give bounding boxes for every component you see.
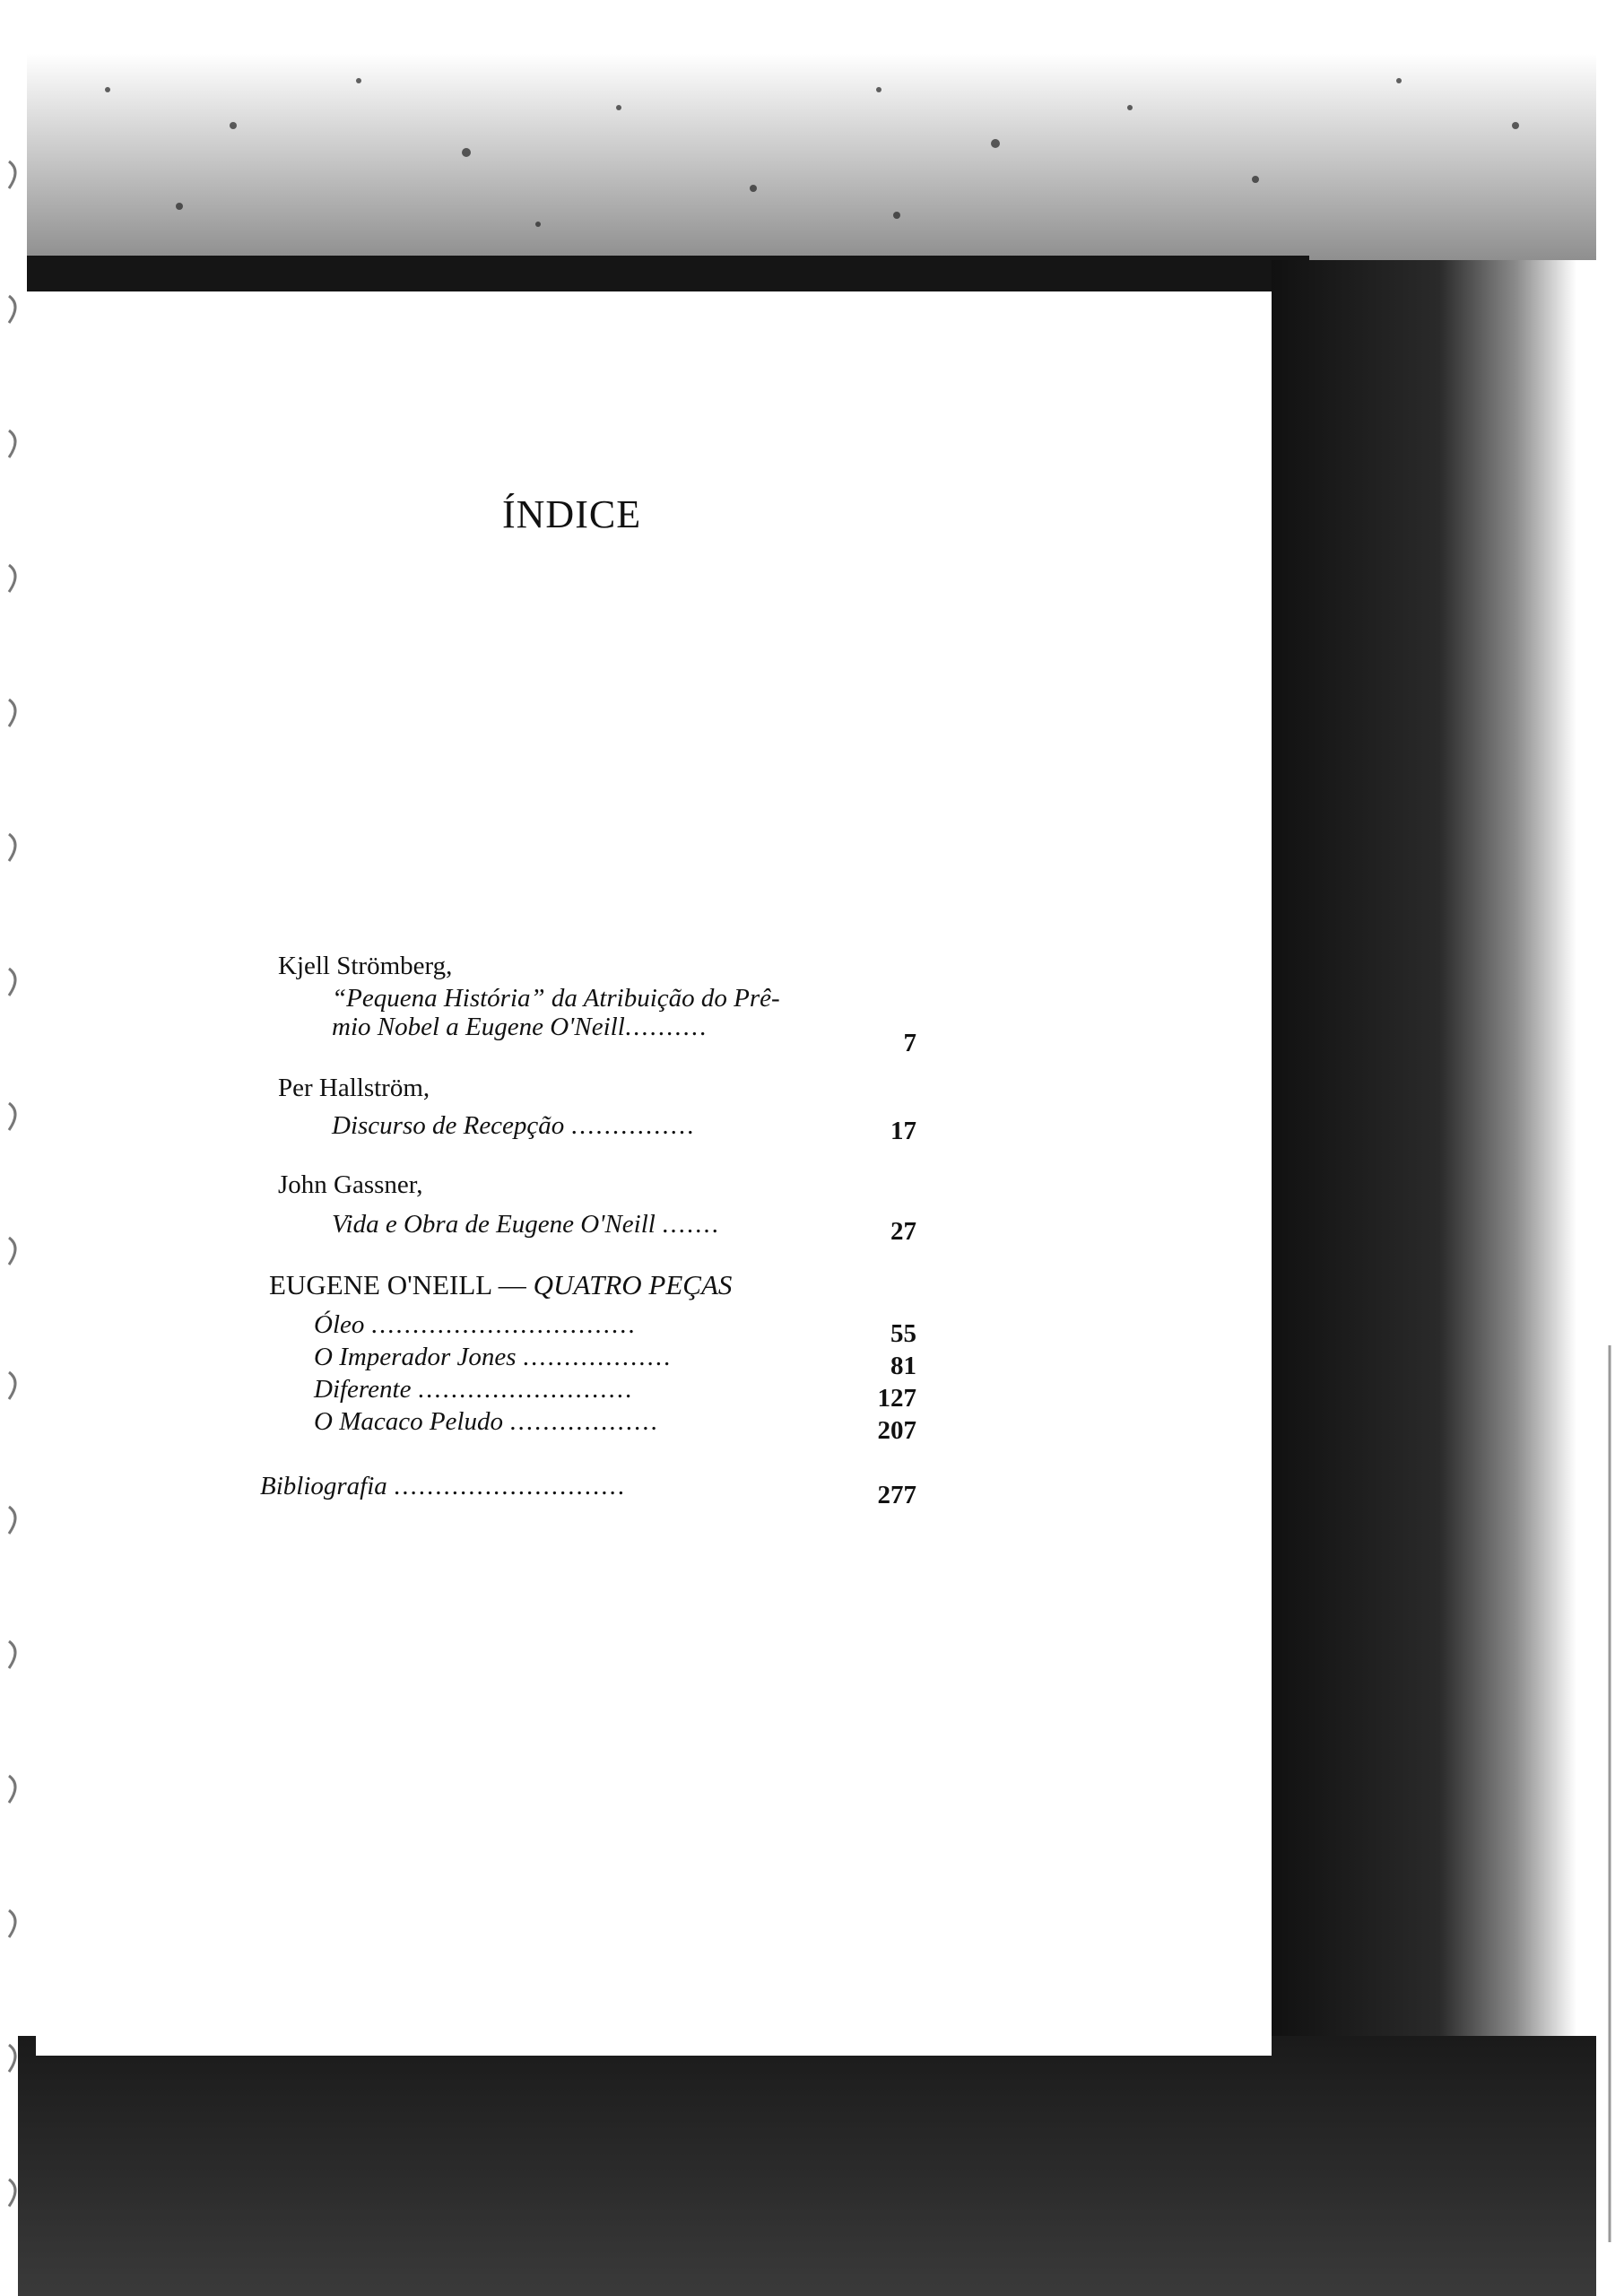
toc-leader: ............................ — [394, 1472, 627, 1500]
toc-work-title — [332, 1110, 870, 1141]
toc-author: Per Hallström, — [278, 1074, 430, 1102]
toc-play-title: Óleo — [314, 1310, 365, 1339]
toc-bibliography-title: Bibliografia — [260, 1472, 387, 1500]
toc-play — [314, 1342, 852, 1372]
toc-section-heading — [269, 1270, 732, 1300]
toc-leader: ................................ — [370, 1310, 637, 1339]
toc-author: John Gassner, — [278, 1170, 423, 1199]
toc-work-title-cont — [332, 1012, 870, 1042]
toc-play-title: O Macaco Peludo — [314, 1407, 503, 1436]
book-page — [36, 296, 1272, 2056]
toc-page-number: 7 — [903, 1029, 916, 1057]
toc-play-title: Diferente — [314, 1375, 412, 1404]
toc-author: Kjell Strömberg, — [278, 952, 453, 980]
toc-work-text: Vida e Obra de Eugene O'Neill — [332, 1210, 656, 1239]
toc-play — [314, 1374, 852, 1405]
toc-leader: .................. — [509, 1407, 659, 1436]
toc-page-number: 207 — [877, 1416, 916, 1445]
section-title: QUATRO PEÇAS — [533, 1269, 733, 1300]
toc-page-number: 17 — [890, 1117, 916, 1145]
toc-play — [314, 1309, 852, 1340]
toc-page-number: 27 — [890, 1217, 916, 1246]
toc-leader: ............... — [570, 1111, 696, 1140]
toc-leader: ....... — [662, 1210, 720, 1239]
toc-leader: .......................... — [417, 1375, 634, 1404]
toc-work-title: “Pequena História” da Atribuição do Prê- — [332, 984, 780, 1013]
toc-work-text: Discurso de Recepção — [332, 1111, 565, 1140]
toc-page-number: 81 — [890, 1352, 916, 1380]
toc-page-number: 55 — [890, 1319, 916, 1348]
toc-leader: .................. — [522, 1343, 673, 1371]
toc-bibliography — [260, 1471, 834, 1501]
toc-play — [314, 1406, 852, 1437]
page-title: ÍNDICE — [502, 492, 642, 536]
toc-work-text: mio Nobel a Eugene O'Neill — [332, 1013, 625, 1041]
toc-work-title — [332, 1209, 870, 1239]
toc-play-title: O Imperador Jones — [314, 1343, 517, 1371]
toc-page-number: 127 — [877, 1384, 916, 1413]
section-author: EUGENE O'NEILL — — [269, 1269, 526, 1300]
toc-page-number: 277 — [877, 1481, 916, 1509]
toc-leader: .......... — [624, 1013, 708, 1041]
